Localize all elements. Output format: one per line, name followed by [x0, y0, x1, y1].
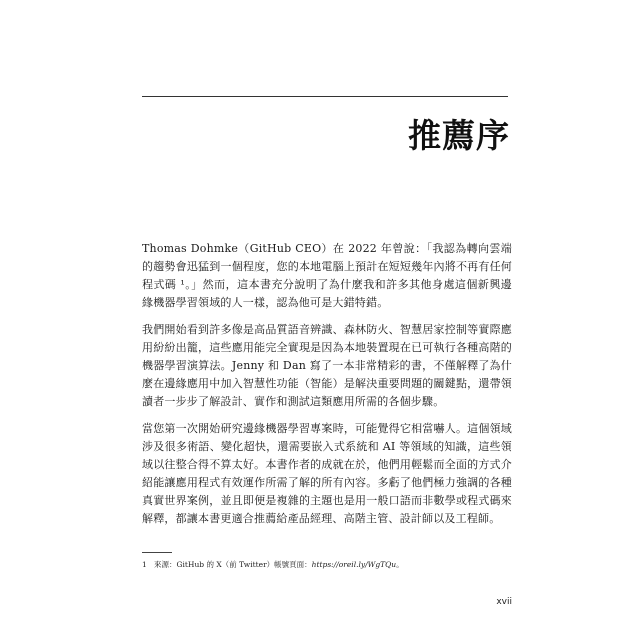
footnote-number: 1: [142, 560, 147, 569]
footnote-end: 。: [396, 560, 404, 569]
body-text: [142, 240, 512, 537]
paragraph-3: 當您第一次開始研究邊緣機器學習專案時，可能覺得它相當嚇人。這個領域涉及很多術語、變化超快，還需要嵌入式系統和 AI 等領域的知識，這些領域以往整合得不算太好。本書作者的成就在於，他們用輕鬆而全面的方式介紹能讓應用程式有效運作所需了解的所有內容。多虧了他們極力強調的各種真實世界案例，並且即便是複雜的主題也是用一般口語而非數學或程式碼來解釋，都讓本書更適合推薦給產品經理、高階主管、設計師以及工程師。: [142, 422, 512, 525]
paragraph-1: Thomas Dohmke（GitHub CEO）在 2022 年曾說：「我認為轉向雲端的趨勢會迅猛到一個程度，您的本地電腦上預計在短短幾年內將不再有任何程式碼 ¹。」然而，這本書充分說明了為什麼我和許多其他身處這個新興邊緣機器學習領域的人一樣，認為他可是大錯特錯。: [142, 242, 512, 309]
footnote-rule: [142, 552, 172, 553]
top-rule: [142, 96, 508, 97]
paragraph-2: 我們開始看到許多像是高品質語音辨識、森林防火、智慧居家控制等實際應用紛紛出籠，這些應用能完全實現是因為本地裝置現在已可執行各種高階的機器學習演算法。Jenny 和 Dan 寫了一本非常精彩的書，不僅解釋了為什麼在邊緣應用中加入智慧性功能（智能）是解決重要問題的關鍵點，還帶領讀者一步步了解設計、實作和測試這類應用所需的各個步驟。: [142, 323, 512, 408]
footnote: [142, 559, 512, 570]
page-number: xvii: [496, 597, 512, 607]
footnote-text: 來源：GitHub 的 X（前 Twitter）帳號頁面：: [154, 560, 312, 569]
page-title: 推薦序: [408, 116, 510, 155]
footnote-link[interactable]: https://oreil.ly/WgTQu: [311, 560, 397, 569]
